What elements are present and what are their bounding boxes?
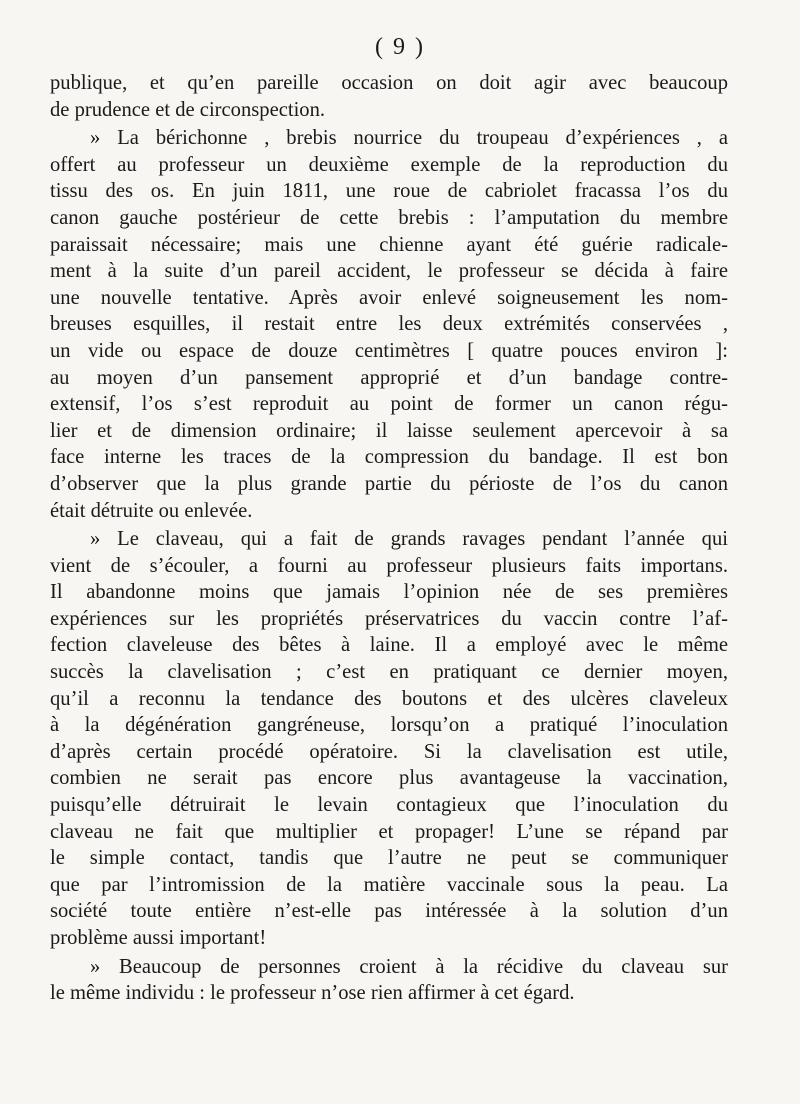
text-line: breuses esquilles, il restait entre les deux extrémités conservées , [50, 313, 728, 336]
paragraph [50, 526, 728, 952]
text-line: de prudence et de circonspection. [50, 98, 326, 121]
text-line: un vide ou espace de douze centimètres [ quatre pouces environ ]: [50, 339, 728, 362]
text-line: » Beaucoup de personnes croient à la récidive du claveau sur [90, 955, 728, 978]
text-line: expériences sur les propriétés préservatrices du vaccin contre l’af- [50, 607, 728, 630]
text-line: fection claveleuse des bêtes à laine. Il a employé avec le même [50, 634, 728, 657]
text-line: au moyen d’un pansement approprié et d’un bandage contre- [50, 366, 728, 389]
text-line: offert au professeur un deuxième exemple de la reproduction du [50, 153, 728, 176]
text-line: d’observer que la plus grande partie du périoste de l’os du canon [50, 472, 728, 495]
text-line: d’après certain procédé opératoire. Si la clavelisation est utile, [50, 740, 728, 763]
text-line: problème aussi important! [50, 927, 267, 949]
text-line: Il abandonne moins que jamais l’opinion née de ses premières [50, 581, 728, 604]
text-line: vient de s’écouler, a fourni au professeur plusieurs faits importans. [50, 554, 728, 577]
paragraph [50, 70, 728, 123]
text-line: qu’il a reconnu la tendance des boutons et des ulcères claveleux [50, 687, 728, 710]
text-line: tissu des os. En juin 1811, une roue de cabriolet fracassa l’os du [50, 180, 728, 203]
text-line: que par l’intromission de la matière vaccinale sous la peau. La [50, 873, 728, 896]
text-line: société toute entière n’est-elle pas intéressée à la solution d’un [50, 900, 728, 923]
text-line: » La bérichonne , brebis nourrice du troupeau d’expériences , a [90, 127, 728, 150]
text-line: extensif, l’os s’est reproduit au point de former un canon régu- [50, 393, 728, 416]
body-text [50, 70, 728, 1007]
paragraph [50, 125, 728, 524]
text-line: une nouvelle tentative. Après avoir enlevé soigneusement les nom- [50, 286, 728, 309]
text-line: paraissait nécessaire; mais une chienne ayant été guérie radicale- [50, 233, 728, 256]
text-line: à la dégénération gangréneuse, lorsqu’on a pratiqué l’inoculation [50, 714, 728, 737]
page-number: ( 9 ) [375, 34, 425, 60]
text-line: le simple contact, tandis que l’autre ne peut se communiquer [50, 847, 728, 870]
text-line: le même individu : le professeur n’ose rien affirmer à cet égard. [50, 982, 575, 1005]
text-line: canon gauche postérieur de cette brebis : l’amputation du membre [50, 206, 728, 229]
paragraph [50, 954, 728, 1007]
text-line: » Le claveau, qui a fait de grands ravages pendant l’année qui [90, 528, 728, 551]
text-line: ment à la suite d’un pareil accident, le professeur se décida à faire [50, 260, 728, 283]
text-line: combien ne serait pas encore plus avantageuse la vaccination, [50, 767, 728, 790]
text-line: était détruite ou enlevée. [50, 499, 253, 522]
text-line: puisqu’elle détruirait le levain contagieux que l’inoculation du [50, 794, 728, 817]
text-line: claveau ne fait que multiplier et propager! L’une se répand par [50, 820, 728, 843]
text-line: face interne les traces de la compression du bandage. Il est bon [50, 446, 728, 469]
text-line: lier et de dimension ordinaire; il laisse seulement apercevoir à sa [50, 419, 728, 442]
text-line: publique, et qu’en pareille occasion on doit agir avec beaucoup [50, 72, 728, 94]
text-line: succès la clavelisation ; c’est en pratiquant ce dernier moyen, [50, 661, 728, 684]
